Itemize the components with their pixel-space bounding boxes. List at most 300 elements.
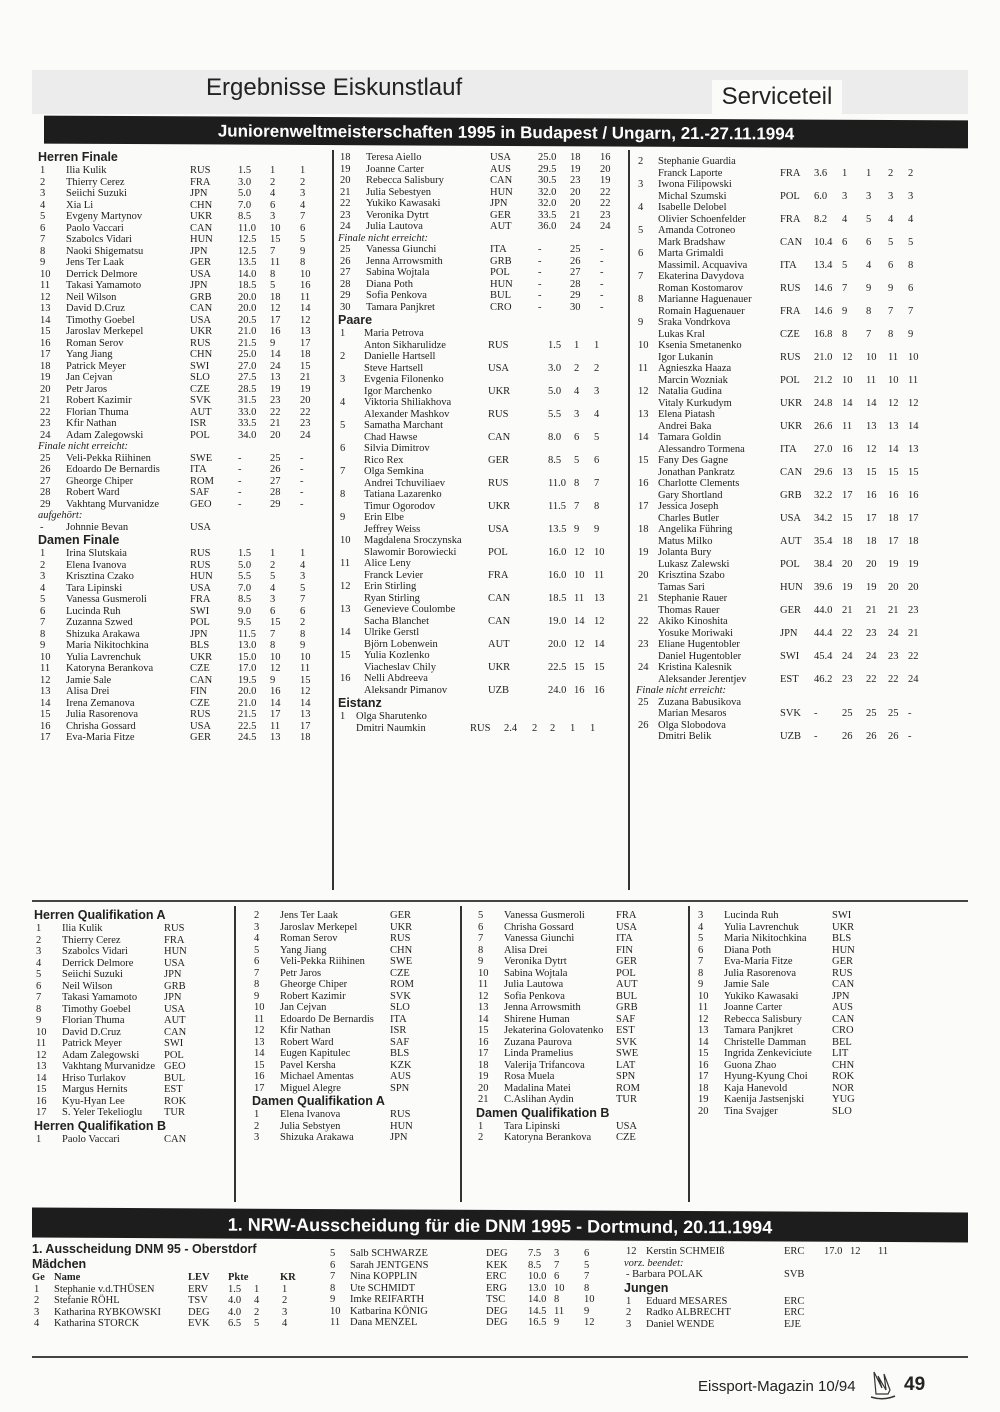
rank: 2	[254, 1120, 260, 1132]
points: 8.5	[238, 211, 252, 222]
score: -	[908, 708, 912, 719]
pair-row-first	[636, 639, 936, 651]
score: 26	[888, 731, 899, 742]
rank: 8	[330, 1282, 336, 1294]
score-a: 9	[270, 674, 276, 686]
score: 6	[908, 282, 914, 294]
result-row	[338, 175, 628, 187]
partner-1: Erin Elbe	[364, 512, 404, 523]
rank: 26	[638, 719, 649, 731]
score-a: 8	[554, 1294, 560, 1305]
nation: USA	[164, 1003, 186, 1015]
rank: 18	[698, 1082, 709, 1094]
score-b: 9	[300, 640, 306, 651]
name: Paolo Vaccari	[62, 1133, 120, 1145]
score-b: 18	[300, 349, 311, 360]
partner-2: Romain Haguenauer	[658, 305, 745, 317]
score-b: 1	[300, 548, 306, 559]
nation: RUS	[190, 559, 211, 571]
result-row	[38, 698, 328, 710]
name: Jenna Arrowsmith	[366, 255, 443, 267]
score-b: 18	[300, 732, 311, 743]
name: Yang Jiang	[66, 349, 113, 360]
pair-row-first	[338, 581, 628, 593]
club: SVB	[784, 1269, 805, 1280]
herren-quali-a-column	[34, 908, 234, 1145]
score-b: 12	[584, 1317, 595, 1328]
score-a: 3	[270, 211, 276, 222]
name: Yukiko Kawasaki	[366, 198, 441, 209]
pair-row-first	[636, 294, 936, 306]
rank: 15	[254, 1059, 265, 1071]
nation: HUN	[190, 571, 213, 582]
score: 7	[908, 305, 914, 317]
nation: TSV	[188, 1295, 208, 1306]
result-row	[252, 1048, 462, 1060]
damen-quali-b-column	[696, 910, 896, 1117]
rank: 17	[698, 1071, 709, 1082]
score: 13	[842, 466, 853, 478]
nation: GEO	[190, 498, 212, 510]
points: 18.5	[238, 280, 257, 291]
rank: 23	[40, 418, 51, 429]
partner-1: Magdalena Sroczynska	[364, 535, 462, 546]
result-row	[34, 1084, 234, 1096]
name: Ingrida Zenkeviciute	[724, 1048, 812, 1059]
partner-1: Danielle Hartsell	[364, 351, 436, 362]
nation: UKR	[190, 326, 213, 337]
name: Katoryna Berankova	[66, 663, 154, 674]
score-a: 8	[270, 268, 276, 280]
points: 6.0	[814, 190, 828, 202]
magazine-footer: Eissport-Magazin 10/94	[698, 1378, 856, 1395]
nation: ERG	[486, 1282, 507, 1294]
name: Jan Cejvan	[66, 372, 113, 383]
nation: UKR	[190, 651, 213, 663]
rank: 18	[40, 360, 51, 372]
score: 7	[574, 500, 580, 512]
points: 9.0	[238, 605, 252, 617]
name: Hyung-Kyung Choi	[724, 1071, 808, 1082]
points: 5.5	[548, 408, 562, 420]
points: 13.5	[238, 257, 257, 268]
result-row	[38, 686, 328, 698]
score-a: 8	[270, 640, 276, 651]
pair-row-first	[636, 697, 936, 709]
partner-2: Chad Hawse	[364, 431, 418, 443]
name: Irina Slutskaia	[66, 548, 127, 559]
nation: CAN	[490, 175, 513, 186]
result-row	[38, 223, 328, 235]
nation: CAN	[488, 592, 511, 604]
score-a: 25	[570, 244, 581, 255]
name: Eugen Kapitulec	[280, 1048, 351, 1059]
pair-row-first	[338, 673, 628, 685]
partner-2: Roman Kostomarov	[658, 282, 743, 294]
name: Jaroslav Merkepel	[66, 326, 144, 337]
points: 1.5	[238, 165, 252, 176]
rank: 29	[40, 498, 51, 510]
rank: 29	[340, 290, 351, 301]
partner-1: Maria Petrova	[364, 328, 424, 339]
score-a: 22	[270, 406, 281, 418]
nation: RUS	[190, 165, 211, 176]
score-b: 5	[300, 234, 306, 245]
rank: 3	[698, 910, 704, 921]
score-a: 27	[570, 267, 581, 278]
pair-row-second	[338, 363, 628, 375]
pair-row-first	[636, 340, 936, 352]
name: Vanessa Gusmeroli	[66, 594, 147, 605]
nation: GER	[780, 604, 801, 616]
pair-row-second	[338, 662, 628, 674]
score: 22	[842, 627, 853, 639]
rank: 10	[36, 1026, 47, 1038]
nation: RUS	[488, 408, 509, 420]
name: Naoki Shigematsu	[66, 245, 144, 257]
score: 5	[574, 454, 580, 466]
result-row	[34, 992, 234, 1004]
score-b: -	[600, 278, 604, 290]
name: David D.Cruz	[62, 1026, 121, 1038]
section-tag: Serviceteil	[712, 80, 842, 114]
rank: 15	[40, 326, 51, 337]
points: 6.5	[228, 1318, 242, 1329]
name: Florian Thuma	[66, 406, 129, 418]
name: Neil Wilson	[66, 291, 117, 303]
rank: 11	[638, 363, 649, 374]
rank: 17	[638, 501, 649, 512]
rank: 14	[698, 1036, 709, 1048]
herren-finale-title: Herren Finale	[38, 150, 118, 164]
rank: 2	[254, 910, 260, 921]
points: 12.5	[238, 234, 257, 245]
rank: 10	[698, 990, 709, 1002]
nation: FRA	[164, 934, 185, 946]
points: 33.5	[238, 418, 257, 429]
nation: RUS	[190, 337, 211, 349]
rank: 11	[40, 663, 51, 674]
result-row	[696, 945, 896, 957]
points: 33.0	[238, 406, 257, 418]
pair-row-first	[338, 627, 628, 639]
name: Vanessa Gusmeroli	[504, 910, 585, 921]
score-a: 7	[270, 245, 276, 257]
nation: AUS	[832, 1002, 854, 1013]
score-a: 5	[254, 1318, 260, 1329]
points: -	[538, 301, 542, 313]
result-row	[38, 522, 328, 534]
score-a: 14	[270, 697, 281, 709]
result-row	[34, 1050, 234, 1062]
score-b: 23	[600, 209, 611, 221]
nation: BEL	[832, 1036, 852, 1048]
partner-2: Aleksander Jerentjev	[658, 673, 747, 685]
section-divider	[32, 1356, 968, 1358]
points: 4.0	[228, 1306, 242, 1318]
score: 11	[574, 592, 585, 604]
score-b: 1	[282, 1283, 288, 1295]
partner-2: Daniel Hugentobler	[658, 650, 742, 662]
name: Irena Zemanova	[66, 697, 135, 709]
name: Julia Sebestyen	[366, 186, 432, 198]
points: 4.0	[228, 1295, 242, 1306]
score: 12	[908, 397, 919, 409]
result-row	[38, 464, 328, 476]
rank: 10	[330, 1305, 341, 1317]
name: Christelle Damman	[724, 1036, 806, 1048]
result-row	[38, 640, 328, 652]
rank: 6	[698, 944, 704, 956]
nation: RUS	[832, 967, 853, 979]
score: 12	[594, 615, 605, 627]
name: Guona Zhao	[724, 1059, 777, 1071]
score-a: 5	[270, 280, 276, 291]
points: 25.0	[238, 349, 257, 360]
partner-2: Tamas Sari	[658, 581, 705, 593]
points: 25.0	[538, 152, 557, 163]
score: 6	[842, 236, 848, 248]
points: -	[814, 731, 818, 742]
partner-2: Alexander Mashkov	[364, 408, 450, 420]
points: 13.5	[548, 523, 567, 535]
points: 1.5	[548, 339, 562, 351]
score-a: 4	[270, 582, 276, 594]
score-a: 9	[554, 1317, 560, 1328]
points: 10.0	[528, 1271, 547, 1282]
partner-2: Slawomir Borowiecki	[364, 546, 457, 558]
rank: 9	[40, 640, 46, 651]
nation: HUN	[190, 234, 213, 245]
result-row	[476, 1025, 686, 1037]
score: 5	[842, 259, 848, 271]
points: 8.2	[814, 213, 828, 225]
rank: 19	[698, 1094, 709, 1105]
score-a: 2	[254, 1306, 260, 1318]
maedchen-title: Mädchen	[32, 1257, 87, 1271]
result-row	[476, 922, 686, 934]
rank: 1	[36, 1133, 42, 1145]
nation: GRB	[616, 1002, 638, 1013]
rank: 18	[340, 152, 351, 163]
score: 6	[594, 454, 600, 466]
nation: SWE	[616, 1048, 639, 1059]
name: Rebecca Salisbury	[724, 1013, 802, 1025]
nation: BLS	[390, 1048, 410, 1059]
points: 28.5	[238, 383, 257, 395]
partner-1: Amanda Cotroneo	[658, 225, 736, 236]
rank: 7	[340, 466, 346, 477]
name: Kerstin SCHMEIß	[646, 1246, 725, 1257]
points: -	[238, 452, 242, 464]
score-b: 20	[300, 395, 311, 406]
nation: EJE	[784, 1318, 801, 1330]
score-b: 9	[584, 1305, 590, 1317]
skate-logo-icon	[868, 1368, 898, 1402]
score: 13	[908, 443, 919, 455]
points: 5.0	[548, 385, 562, 397]
nation: CZE	[190, 383, 210, 395]
result-row	[252, 1071, 462, 1083]
rank: 13	[340, 604, 351, 615]
score: 9	[842, 305, 848, 317]
score-a: 2	[270, 176, 276, 188]
partner-1: Kristina Kalesnik	[658, 662, 732, 673]
pair-row-first	[636, 593, 936, 605]
result-row	[34, 935, 234, 947]
score-b: 16	[600, 152, 611, 163]
score: 9	[888, 282, 894, 294]
result-row	[696, 1083, 896, 1095]
nation: SPN	[390, 1082, 410, 1094]
name: Rosa Muela	[504, 1071, 555, 1082]
rank: 5	[698, 933, 704, 944]
points: -	[238, 498, 242, 510]
name: Maria Nikitochkina	[66, 640, 149, 651]
pair-row-second	[636, 628, 936, 640]
rank: 11	[698, 1002, 709, 1013]
score: 16	[908, 489, 919, 501]
partner-2: Viacheslav Chily	[364, 661, 436, 673]
result-row	[338, 152, 628, 164]
not-reached-label: Finale nicht erreicht:	[636, 685, 726, 696]
name: Florian Thuma	[62, 1015, 125, 1026]
pair-row-second	[338, 386, 628, 398]
rank: 28	[340, 278, 351, 290]
result-row	[38, 165, 328, 177]
result-row	[32, 1284, 322, 1296]
nation: ISR	[190, 418, 207, 429]
rank: 4	[40, 582, 46, 594]
nation: RUS	[190, 548, 211, 559]
name: Sarah JENTGENS	[350, 1259, 429, 1271]
nation: GER	[616, 956, 637, 967]
score: 7	[594, 477, 600, 489]
page-title: Ergebnisse Eiskunstlauf	[206, 74, 463, 101]
partner-1: Alice Leny	[364, 558, 411, 569]
score-b: 22	[600, 186, 611, 198]
nation: UKR	[390, 921, 413, 933]
nation: SLO	[190, 372, 210, 383]
nation: POL	[488, 546, 508, 558]
score-b: -	[300, 464, 304, 475]
pair-row-first	[636, 248, 936, 260]
nation: JPN	[390, 1132, 408, 1143]
result-row	[328, 1283, 618, 1295]
score: 13	[888, 420, 899, 432]
points: 8.5	[528, 1259, 542, 1271]
partner-1: Olga Semkina	[364, 466, 424, 477]
result-row	[38, 571, 328, 583]
nation: HUN	[490, 278, 513, 290]
rank: 6	[638, 248, 644, 259]
score: 21	[908, 627, 919, 639]
points: 21.5	[238, 709, 257, 720]
pair-row-second	[338, 547, 628, 559]
score: 14	[842, 397, 853, 409]
nation: FRA	[488, 569, 509, 581]
points: 45.4	[814, 650, 833, 662]
score-a: 18	[270, 291, 281, 303]
rank: 20	[698, 1105, 709, 1117]
nrw-banner: 1. NRW-Ausscheidung für die DNM 1995 - Dortmund, 20.11.1994	[32, 1208, 968, 1243]
rank: 16	[40, 720, 51, 732]
nation: USA	[616, 921, 638, 933]
nation: POL	[780, 558, 800, 570]
nation: GRB	[780, 489, 802, 501]
nation: CZE	[390, 967, 410, 979]
score-b: 11	[300, 291, 311, 303]
pair-row-second	[636, 168, 936, 180]
partner-2: Mark Bradshaw	[658, 236, 726, 248]
partner-1: Genevieve Coulombe	[364, 604, 456, 615]
pair-row-first	[338, 351, 628, 363]
score: 2	[550, 722, 556, 734]
rank: 12	[40, 291, 51, 303]
nation: FIN	[190, 686, 207, 697]
pair-row-first	[636, 156, 936, 168]
score: 19	[908, 558, 919, 570]
nation: TUR	[616, 1094, 637, 1105]
pair-row-second	[338, 593, 628, 605]
partner-1: Jessica Joseph	[658, 501, 719, 512]
nation: POL	[190, 617, 210, 628]
rank: 9	[698, 979, 704, 990]
score: 14	[888, 443, 899, 455]
score-a: 4	[270, 188, 276, 199]
result-row	[476, 1083, 686, 1095]
nation: USA	[190, 720, 212, 732]
score-a: 6	[270, 199, 276, 211]
result-row	[252, 1037, 462, 1049]
pair-row-first	[338, 466, 628, 478]
points: 1.5	[238, 548, 252, 559]
name: Ilia Kulik	[62, 923, 103, 934]
damen-quali-a-title: Damen Qualifikation A	[252, 1094, 385, 1108]
points: -	[238, 464, 242, 475]
nation: ITA	[780, 259, 797, 271]
rank: 14	[36, 1072, 47, 1084]
rank: 8	[40, 245, 46, 257]
rank: 7	[638, 271, 644, 282]
result-row	[338, 290, 628, 302]
score-b: 15	[300, 674, 311, 686]
result-row	[338, 302, 628, 314]
nrw-subtitle: 1. Ausscheidung DNM 95 - Oberstdorf	[32, 1242, 257, 1256]
nation: ERC	[784, 1246, 805, 1257]
herren-quali-b-column	[252, 910, 462, 1144]
result-row	[252, 956, 462, 968]
score: 19	[866, 581, 877, 593]
score-b: 3	[300, 188, 306, 199]
partner-1: Marta Grimaldi	[658, 248, 724, 259]
points: 24.8	[814, 397, 833, 409]
damen-finale-title: Damen Finale	[38, 533, 120, 547]
pair-row-second	[636, 329, 936, 341]
result-row	[476, 956, 686, 968]
score-a: 17	[270, 314, 281, 326]
points: 26.6	[814, 420, 833, 432]
points: -	[238, 475, 242, 487]
score-b: 2	[300, 617, 306, 628]
pair-row-first	[636, 409, 936, 421]
partner-1: Ekaterina Davydova	[658, 271, 745, 282]
points: 5.0	[238, 188, 252, 199]
score-a: 16	[270, 326, 281, 337]
rank: 19	[340, 163, 351, 175]
points: -	[238, 487, 242, 498]
name: Patrick Meyer	[62, 1038, 122, 1049]
